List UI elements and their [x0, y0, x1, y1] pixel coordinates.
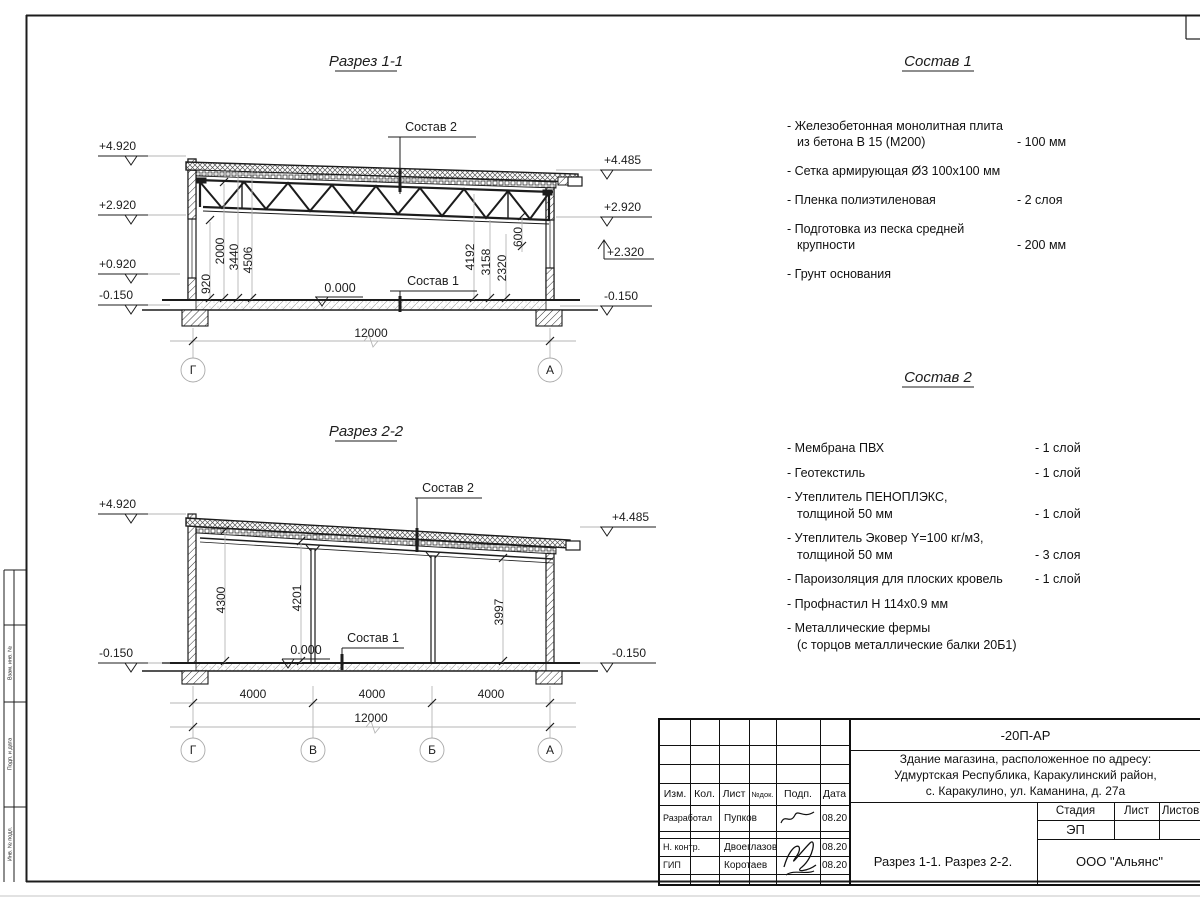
list-item: - Пароизоляция для плоских кровель - 1 слой	[787, 572, 1081, 586]
sostav1-title: Состав 1	[904, 53, 972, 70]
list-item: - Пленка полиэтиленовая - 2 слоя	[787, 193, 1063, 207]
tb-header-izm: Изм.	[663, 788, 687, 800]
svg-text:4201: 4201	[290, 584, 304, 612]
tb-row-date: 08.20	[821, 841, 848, 853]
svg-text:12000: 12000	[354, 326, 388, 340]
tb-row-role: Н. контр.	[663, 842, 701, 852]
s2-axis-g: Г	[189, 743, 197, 757]
s2-elev-l4: -0.150	[99, 646, 134, 660]
tb-header-data: Дата	[822, 788, 847, 800]
section-1-1	[98, 53, 654, 382]
s1-axis-a: А	[545, 363, 555, 377]
s2-elev-r4: -0.150	[612, 646, 647, 660]
svg-text:12000: 12000	[354, 711, 388, 725]
list-item: - Металлические фермы (с торцов металлические балки 20Б1)	[787, 621, 1017, 652]
list-item: - Мембрана ПВХ - 1 слой	[787, 441, 1081, 455]
tb-sheets-header: Листов	[1161, 805, 1200, 817]
tb-stage-header: Стадия	[1055, 805, 1096, 817]
s2-axis-a: А	[545, 743, 555, 757]
s1-elev-l2: +2.920	[99, 198, 137, 212]
svg-text:3440: 3440	[227, 243, 241, 271]
sostav1-list	[787, 118, 1105, 295]
s1-elev-l3: +0.920	[99, 257, 137, 271]
section-2-2-title: Разрез 2-2	[328, 423, 404, 440]
svg-text:4506: 4506	[241, 246, 255, 274]
section-1-1-title: Разрез 1-1	[328, 53, 404, 70]
s1-sostav2-label: Состав 2	[405, 120, 457, 134]
list-item: - Железобетонная монолитная плита из бетона В 15 (М200) - 100 мм	[787, 119, 1067, 149]
s1-elev-r2: +2.920	[604, 200, 642, 214]
tb-row-name: Двоеглазов	[724, 841, 778, 853]
tb-header-kol: Кол.	[694, 788, 715, 800]
list-item: - Подготовка из песка средней крупности - 200 мм	[787, 222, 1067, 252]
list-item: - Утеплитель ПЕНОПЛЭКС, толщиной 50 мм - 1 слой	[787, 490, 1081, 521]
tb-caption: Разрез 1-1. Разрез 2-2.	[873, 854, 1013, 869]
s2-sostav1-label: Состав 1	[347, 631, 399, 645]
strip-label-inv: Инв. № подл.	[7, 826, 14, 862]
s2-structure	[142, 514, 598, 684]
signature-strokes	[776, 805, 820, 884]
svg-text:2320: 2320	[495, 254, 509, 282]
svg-text:3158: 3158	[479, 248, 493, 276]
s2-elev-r1: +4.485	[612, 510, 650, 524]
s2-dim-texts	[214, 584, 506, 725]
tb-address-1: Здание магазина, расположенное по адресу:	[899, 752, 1152, 766]
s2-zero-level: 0.000	[290, 643, 322, 657]
title-block	[658, 718, 1200, 886]
sostav2-title: Состав 2	[904, 369, 972, 386]
svg-text:3997: 3997	[492, 598, 506, 626]
s2-axis-b: Б	[428, 743, 436, 757]
tb-row-role: Разработал	[663, 813, 712, 823]
s1-sostav1-label: Состав 1	[407, 274, 459, 288]
tb-header-list: Лист	[722, 788, 746, 800]
s1-axis-g: Г	[189, 363, 197, 377]
sostav2-list	[787, 440, 1105, 661]
s1-zero-level: 0.000	[324, 281, 356, 295]
tb-company: ООО "Альянс"	[1076, 854, 1163, 869]
tb-header-ndoc: №док.	[751, 789, 774, 799]
tb-address-3: с. Каракулино, ул. Каманина, д. 27а	[925, 784, 1126, 798]
tb-sheet-header: Лист	[1124, 805, 1149, 817]
s1-elev-r3: +2.320	[607, 245, 645, 259]
s1-elev-l1: +4.920	[99, 139, 137, 153]
strip-label-podp: Подп. и дата	[7, 737, 14, 771]
list-item: - Грунт основания	[787, 267, 892, 281]
list-item: - Профнастил Н 114х0.9 мм	[787, 596, 949, 611]
s2-axis-v: В	[308, 743, 318, 757]
svg-text:4000: 4000	[239, 687, 267, 701]
svg-text:4000: 4000	[358, 687, 386, 701]
tb-stage-value: ЭП	[1066, 822, 1085, 837]
svg-text:4000: 4000	[477, 687, 505, 701]
tb-row-date: 08.20	[821, 859, 848, 871]
tb-address-2: Удмуртская Республика, Каракулинский район,	[894, 768, 1157, 782]
tb-header-podp: Подп.	[784, 788, 812, 800]
tb-doc-number: -20П-АР	[1000, 727, 1051, 743]
left-attribute-strip	[4, 570, 26, 882]
tb-row-date: 08.20	[821, 812, 848, 824]
tb-row-name: Коротаев	[724, 859, 768, 871]
list-item: - Геотекстиль - 1 слой	[787, 465, 1081, 480]
svg-text:600: 600	[511, 226, 525, 248]
list-item: - Сетка армирующая Ø3 100х100 мм	[787, 164, 1001, 178]
s1-elev-l4: -0.150	[99, 288, 134, 302]
s1-elev-r1: +4.485	[604, 153, 642, 167]
svg-text:2000: 2000	[213, 237, 227, 265]
section-2-2	[98, 423, 656, 762]
strip-label-vzam: Взам. инв. №	[7, 645, 14, 681]
s2-sostav2-label: Состав 2	[422, 481, 474, 495]
s1-elev-r4: -0.150	[604, 289, 639, 303]
tb-row-role: ГИП	[663, 860, 681, 870]
s2-elev-l1: +4.920	[99, 497, 137, 511]
svg-text:4300: 4300	[214, 586, 228, 614]
svg-text:4192: 4192	[463, 243, 477, 271]
list-item: - Утеплитель Эковер Y=100 кг/м3, толщиной 50 мм - 3 слоя	[787, 531, 1081, 562]
s1-dim-texts	[199, 227, 525, 340]
tb-row-name: Пупков	[724, 812, 757, 824]
svg-text:920: 920	[199, 273, 213, 295]
